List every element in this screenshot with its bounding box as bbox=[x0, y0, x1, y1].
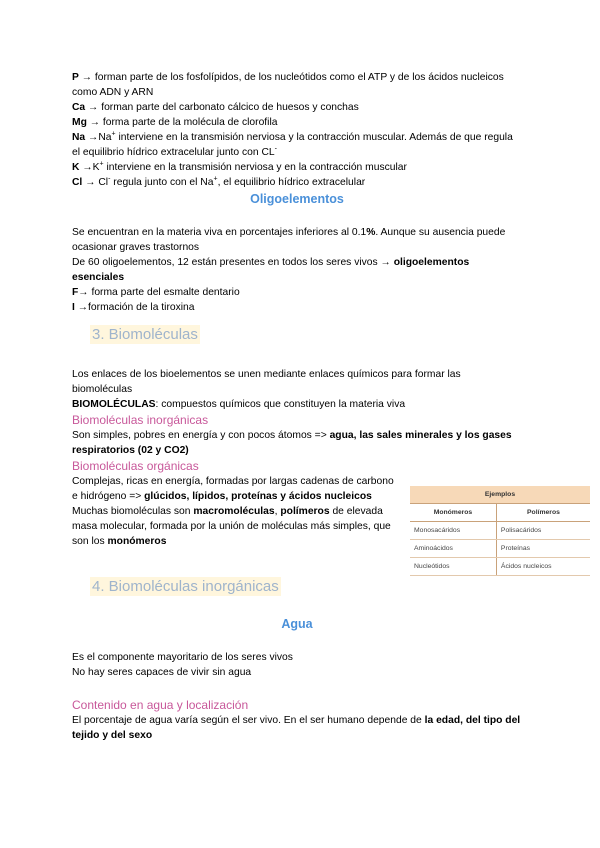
table-header-polimeros: Polímeros bbox=[496, 504, 590, 522]
agua-paragraph-2: No hay seres capaces de vivir sin agua bbox=[72, 667, 252, 678]
section-4-heading: 4. Biomoléculas inorgánicas bbox=[92, 578, 279, 595]
table-title: Ejemplos bbox=[410, 486, 590, 504]
organicas-block bbox=[72, 474, 560, 570]
organicas-heading: Biomoléculas orgánicas bbox=[72, 459, 199, 473]
element-na: Na →Na+ interviene en la transmisión nerviosa y la contracción muscular. Además de que regula el equilibrio hídrico extracelular junto con CL- bbox=[72, 130, 513, 158]
element-p: P → forman parte de los fosfolípidos, de los nucleótidos como el ATP y de los ácidos nucleicos como ADN y ARN bbox=[72, 72, 504, 98]
biomoleculas-definition: BIOMOLÉCULAS: compuestos químicos que constituyen la materia viva bbox=[72, 399, 406, 410]
contenido-agua-paragraph: El porcentaje de agua varía según el ser vivo. En el ser humano depende de la edad, del tipo del tejido y del sexo bbox=[72, 715, 521, 741]
inorganicas-paragraph: Son simples, pobres en energía y con pocos átomos => agua, las sales minerales y los gases respiratorios (02 y CO2) bbox=[72, 430, 512, 456]
examples-table bbox=[410, 486, 590, 576]
macromoleculas-paragraph: Muchas biomoléculas son macromoléculas, polímeros de elevada masa molecular, formada por la unión de moléculas más simples, que son los monómeros bbox=[72, 506, 391, 547]
inorganicas-heading: Biomoléculas inorgánicas bbox=[72, 413, 209, 427]
element-i: I →formación de la tiroxina bbox=[72, 302, 195, 313]
element-cl: Cl → Cl- regula junto con el Na+, el equilibrio hídrico extracelular bbox=[72, 175, 366, 188]
section-3-heading: 3. Biomoléculas bbox=[92, 326, 198, 343]
agua-heading: Agua bbox=[281, 617, 313, 631]
element-mg: Mg → forma parte de la molécula de clorofila bbox=[72, 117, 278, 128]
table-header-monomeros: Monómeros bbox=[410, 504, 496, 522]
oligoelementos-heading: Oligoelementos bbox=[250, 192, 344, 206]
element-f: F→ forma parte del esmalte dentario bbox=[72, 287, 240, 298]
table-row: Nucleótidos Ácidos nucleicos bbox=[410, 558, 590, 576]
oligo-paragraph-2: De 60 oligoelementos, 12 están presentes en todos los seres vivos → oligoelementos esenciales bbox=[72, 257, 470, 283]
biomoleculas-intro: Los enlaces de los bioelementos se unen mediante enlaces químicos para formar las biomoléculas bbox=[72, 369, 461, 395]
organicas-paragraph: Complejas, ricas en energía, formadas por largas cadenas de carbono e hidrógeno => glúcidos, lípidos, proteínas y ácidos nucleicos bbox=[72, 476, 394, 502]
document-body bbox=[72, 70, 560, 743]
table-row: Aminoácidos Proteínas bbox=[410, 540, 590, 558]
element-ca: Ca → forman parte del carbonato cálcico de huesos y conchas bbox=[72, 102, 359, 113]
oligo-paragraph-1: Se encuentran en la materia viva en porcentajes inferiores al 0.1%. Aunque su ausencia puede ocasionar graves trastornos bbox=[72, 227, 506, 253]
element-k: K →K+ interviene en la transmisión nerviosa y en la contracción muscular bbox=[72, 160, 407, 173]
contenido-agua-heading: Contenido en agua y localización bbox=[72, 698, 249, 712]
agua-paragraph-1: Es el componente mayoritario de los seres vivos bbox=[72, 652, 293, 663]
table-row: Monosacáridos Polisacáridos bbox=[410, 522, 590, 540]
